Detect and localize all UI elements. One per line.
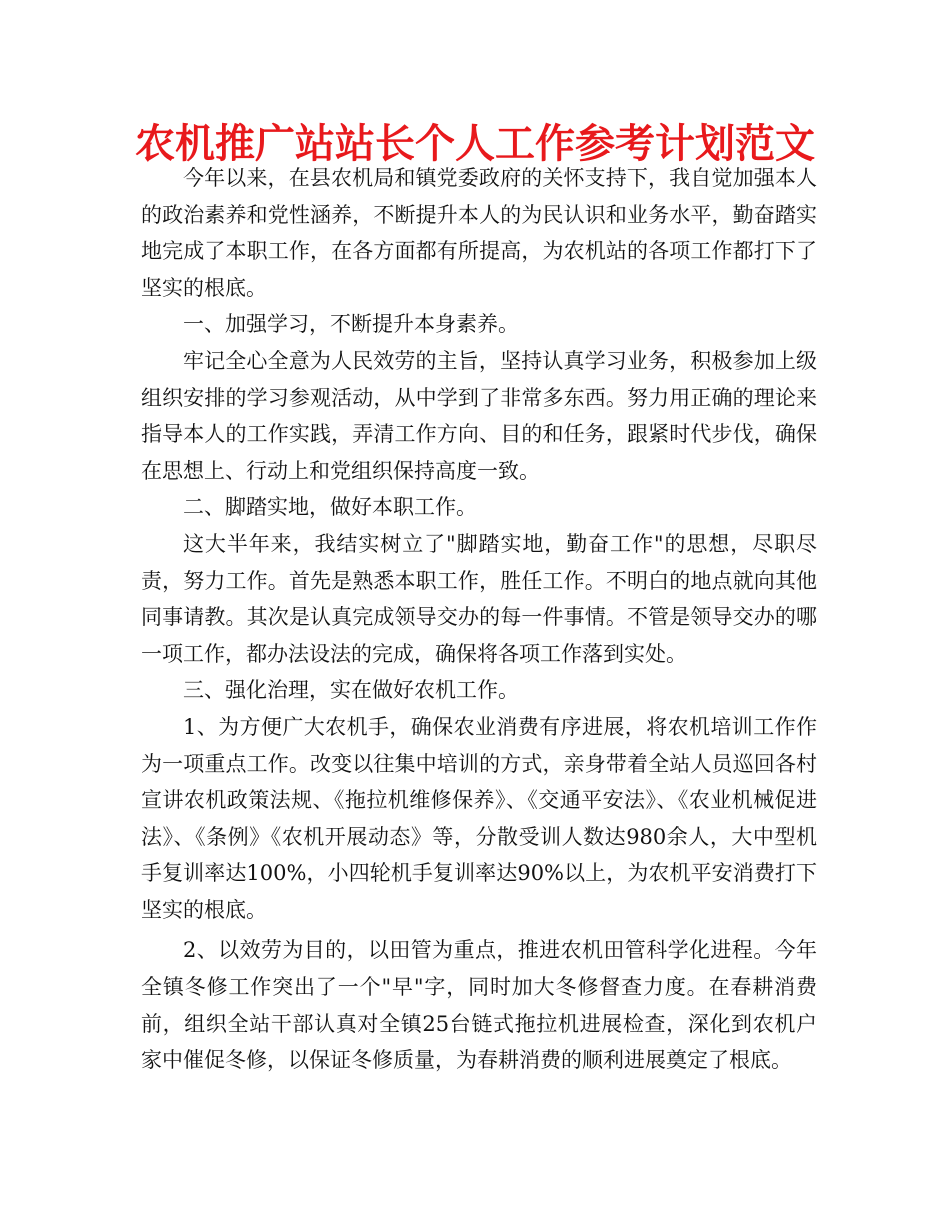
document-body <box>141 160 817 1079</box>
section-heading-2: 二、脚踏实地，做好本职工作。 <box>183 495 477 520</box>
paragraph-item-1: 1、为方便广大农机手，确保农业消费有序进展，将农机培训工作作为一项重点工作。改变以往集中培训的方式，亲身带着全站人员巡回各村宣讲农机政策法规、《拖拉机维修保养》、《交通平安法》、《农业机械促进法》、《条例》《农机开展动态》等，分散受训人数达980余人，大中型机手复训率达100%，小四轮机手复训率达90%以上，为农机平安消费打下坚实的根底。 <box>141 714 817 922</box>
paragraph-item-2: 2、以效劳为目的，以田管为重点，推进农机田管科学化进程。今年全镇冬修工作突出了一个"早"字，同时加大冬修督查力度。在春耕消费前，组织全站干部认真对全镇25台链式拖拉机进展检查，深化到农机户家中催促冬修，以保证冬修质量，为春耕消费的顺利进展奠定了根底。 <box>141 938 817 1073</box>
paragraph-intro: 今年以来，在县农机局和镇党委政府的关怀支持下，我自觉加强本人的政治素养和党性涵养，不断提升本人的为民认识和业务水平，勤奋踏实地完成了本职工作，在各方面都有所提高，为农机站的各项工作都打下了坚实的根底。 <box>141 166 817 300</box>
section-heading-3: 三、强化治理，实在做好农机工作。 <box>183 678 519 703</box>
section-heading-1: 一、加强学习，不断提升本身素养。 <box>183 312 519 337</box>
paragraph-section-2: 这大半年来，我结实树立了"脚踏实地，勤奋工作"的思想，尽职尽责，努力工作。首先是熟悉本职工作，胜任工作。不明白的地点就向其他同事请教。其次是认真完成领导交办的每一件事情。不管是领导交办的哪一项工作，都办法设法的完成，确保将各项工作落到实处。 <box>141 531 817 666</box>
document-title: 农机推广站站长个人工作参考计划范文 <box>135 121 815 167</box>
paragraph-section-1: 牢记全心全意为人民效劳的主旨，坚持认真学习业务，积极参加上级组织安排的学习参观活动，从中学到了非常多东西。努力用正确的理论来指导本人的工作实践，弄清工作方向、目的和任务，跟紧时代步伐，确保在思想上、行动上和党组织保持高度一致。 <box>141 348 817 483</box>
